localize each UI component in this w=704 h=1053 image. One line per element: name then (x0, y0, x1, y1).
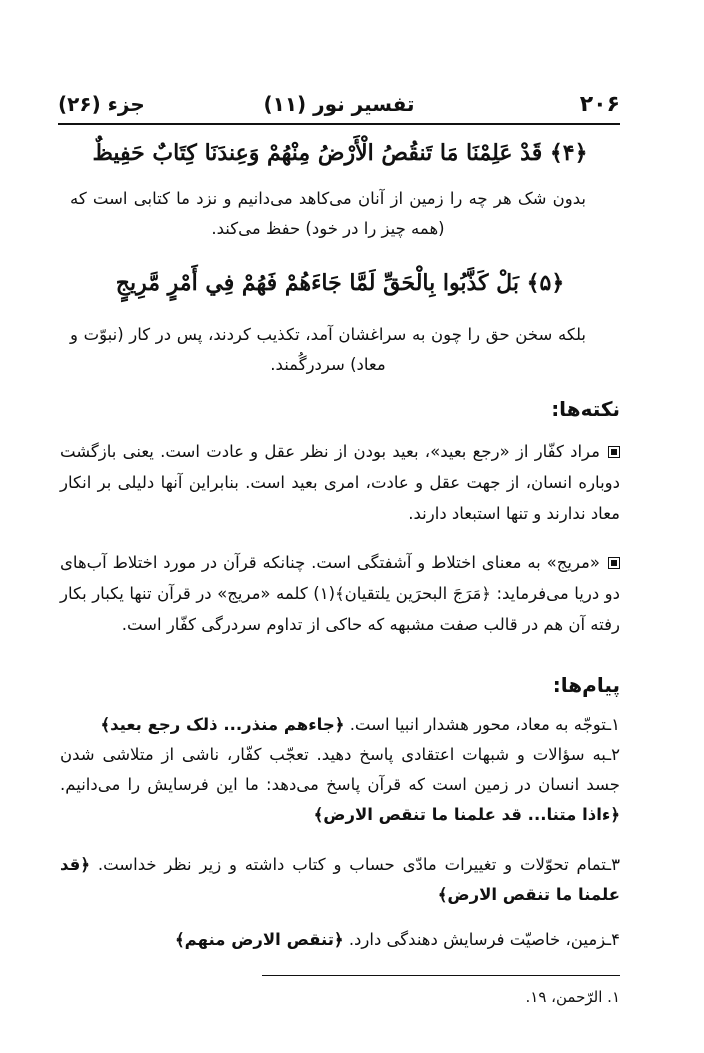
message-text: به سؤالات و شبهات اعتقادی پاسخ دهید. تعجّب کفّار، ناشی از متلاشی شدن جسد انسان در زمین است که قرآن پاسخ می‌دهد: ما این فرسایش را می‌دانیم. (60, 745, 620, 794)
message-number: ۱ـ (606, 715, 620, 734)
message-item (60, 850, 620, 910)
note-text: «مریج» به معنای اختلاط و آشفتگی است. چنانکه قرآن در مورد اختلاط آب‌های دو دریا می‌فرماید: ﴿مَرَجَ البحرَین یلتقیان﴾(۱) کلمه «مریج» در قرآن تنها یکبار بکار رفته آن هم در قالب صفت مشبهه که حاکی از تداوم سردرگی کفّار است. (60, 553, 620, 634)
message-number: ۴ـ (606, 930, 620, 949)
juz-label: جزء (۲۶) (58, 92, 145, 116)
footnote: ۱. الرّحمن، ۱۹. (525, 988, 620, 1006)
square-bullet-icon (608, 557, 620, 569)
message-item (60, 925, 620, 955)
note-item (60, 547, 620, 640)
note-text: مراد کفّار از «رجع بعید»، بعید بودن از نظر عقل و عادت است. یعنی بازگشت دوباره انسان، از جهت عقل و عادت، امری بعید است. بنابراین آنها دلیلی بر انکار معاد ندارند و تنها استبعاد دارند. (60, 442, 620, 523)
header-rule (58, 123, 620, 125)
messages-heading: پیام‌ها: (552, 673, 620, 697)
message-text: توجّه به معاد، محور هشدار انبیا است. (349, 715, 607, 734)
footnote-rule (262, 975, 620, 976)
ayah-5: ﴿۵﴾ بَلْ كَذَّبُوا بِالْحَقِّ لَمَّا جَاءَهُمْ فَهُمْ فِي أَمْرٍ مَّرِيجٍ (115, 270, 565, 296)
message-quote: ﴿تنقص الارض منهم﴾ (175, 930, 344, 949)
message-number: ۲ـ (606, 745, 620, 764)
message-quote: ﴿ءاذا متنا... قد علمنا ما تنقص الارض﴾ (313, 805, 620, 824)
ayah-4-translation: بدون شک هر چه را زمین از آنان می‌کاهد می‌دانیم و نزد ما کتابی است که (همه چیز را در خود) حفظ می‌کند. (70, 189, 586, 238)
page-header (58, 92, 620, 122)
page-number: ۲۰۶ (579, 92, 620, 117)
note-item (60, 436, 620, 529)
message-text: زمین، خاصیّت فرسایش دهندگی دارد. (348, 930, 607, 949)
book-title: تفسیر نور (۱۱) (263, 92, 415, 116)
message-quote: ﴿جاءهم منذر... ذلک رجع بعید﴾ (100, 715, 345, 734)
square-bullet-icon (608, 446, 620, 458)
message-item (60, 710, 620, 740)
notes-heading: نکته‌ها: (551, 397, 620, 421)
ayah-4: ﴿۴﴾ قَدْ عَلِمْنَا مَا تَنقُصُ الْأَرْضُ مِنْهُمْ وَعِندَنَا كِتَابٌ حَفِيظٌ (92, 140, 588, 166)
ayah-5-translation: بلکه سخن حق را چون به سراغشان آمد، تکذیب کردند، پس در کار (نبوّت و معاد) سردرگُمند. (70, 325, 586, 374)
message-text: تمام تحوّلات و تغییرات مادّی حساب و کتاب داشته و زیر نظر خداست. (97, 855, 607, 874)
message-quote: ﴿قد علمنا ما تنقص الارض﴾ (60, 855, 620, 904)
message-number: ۳ـ (606, 855, 620, 874)
message-item (60, 740, 620, 830)
